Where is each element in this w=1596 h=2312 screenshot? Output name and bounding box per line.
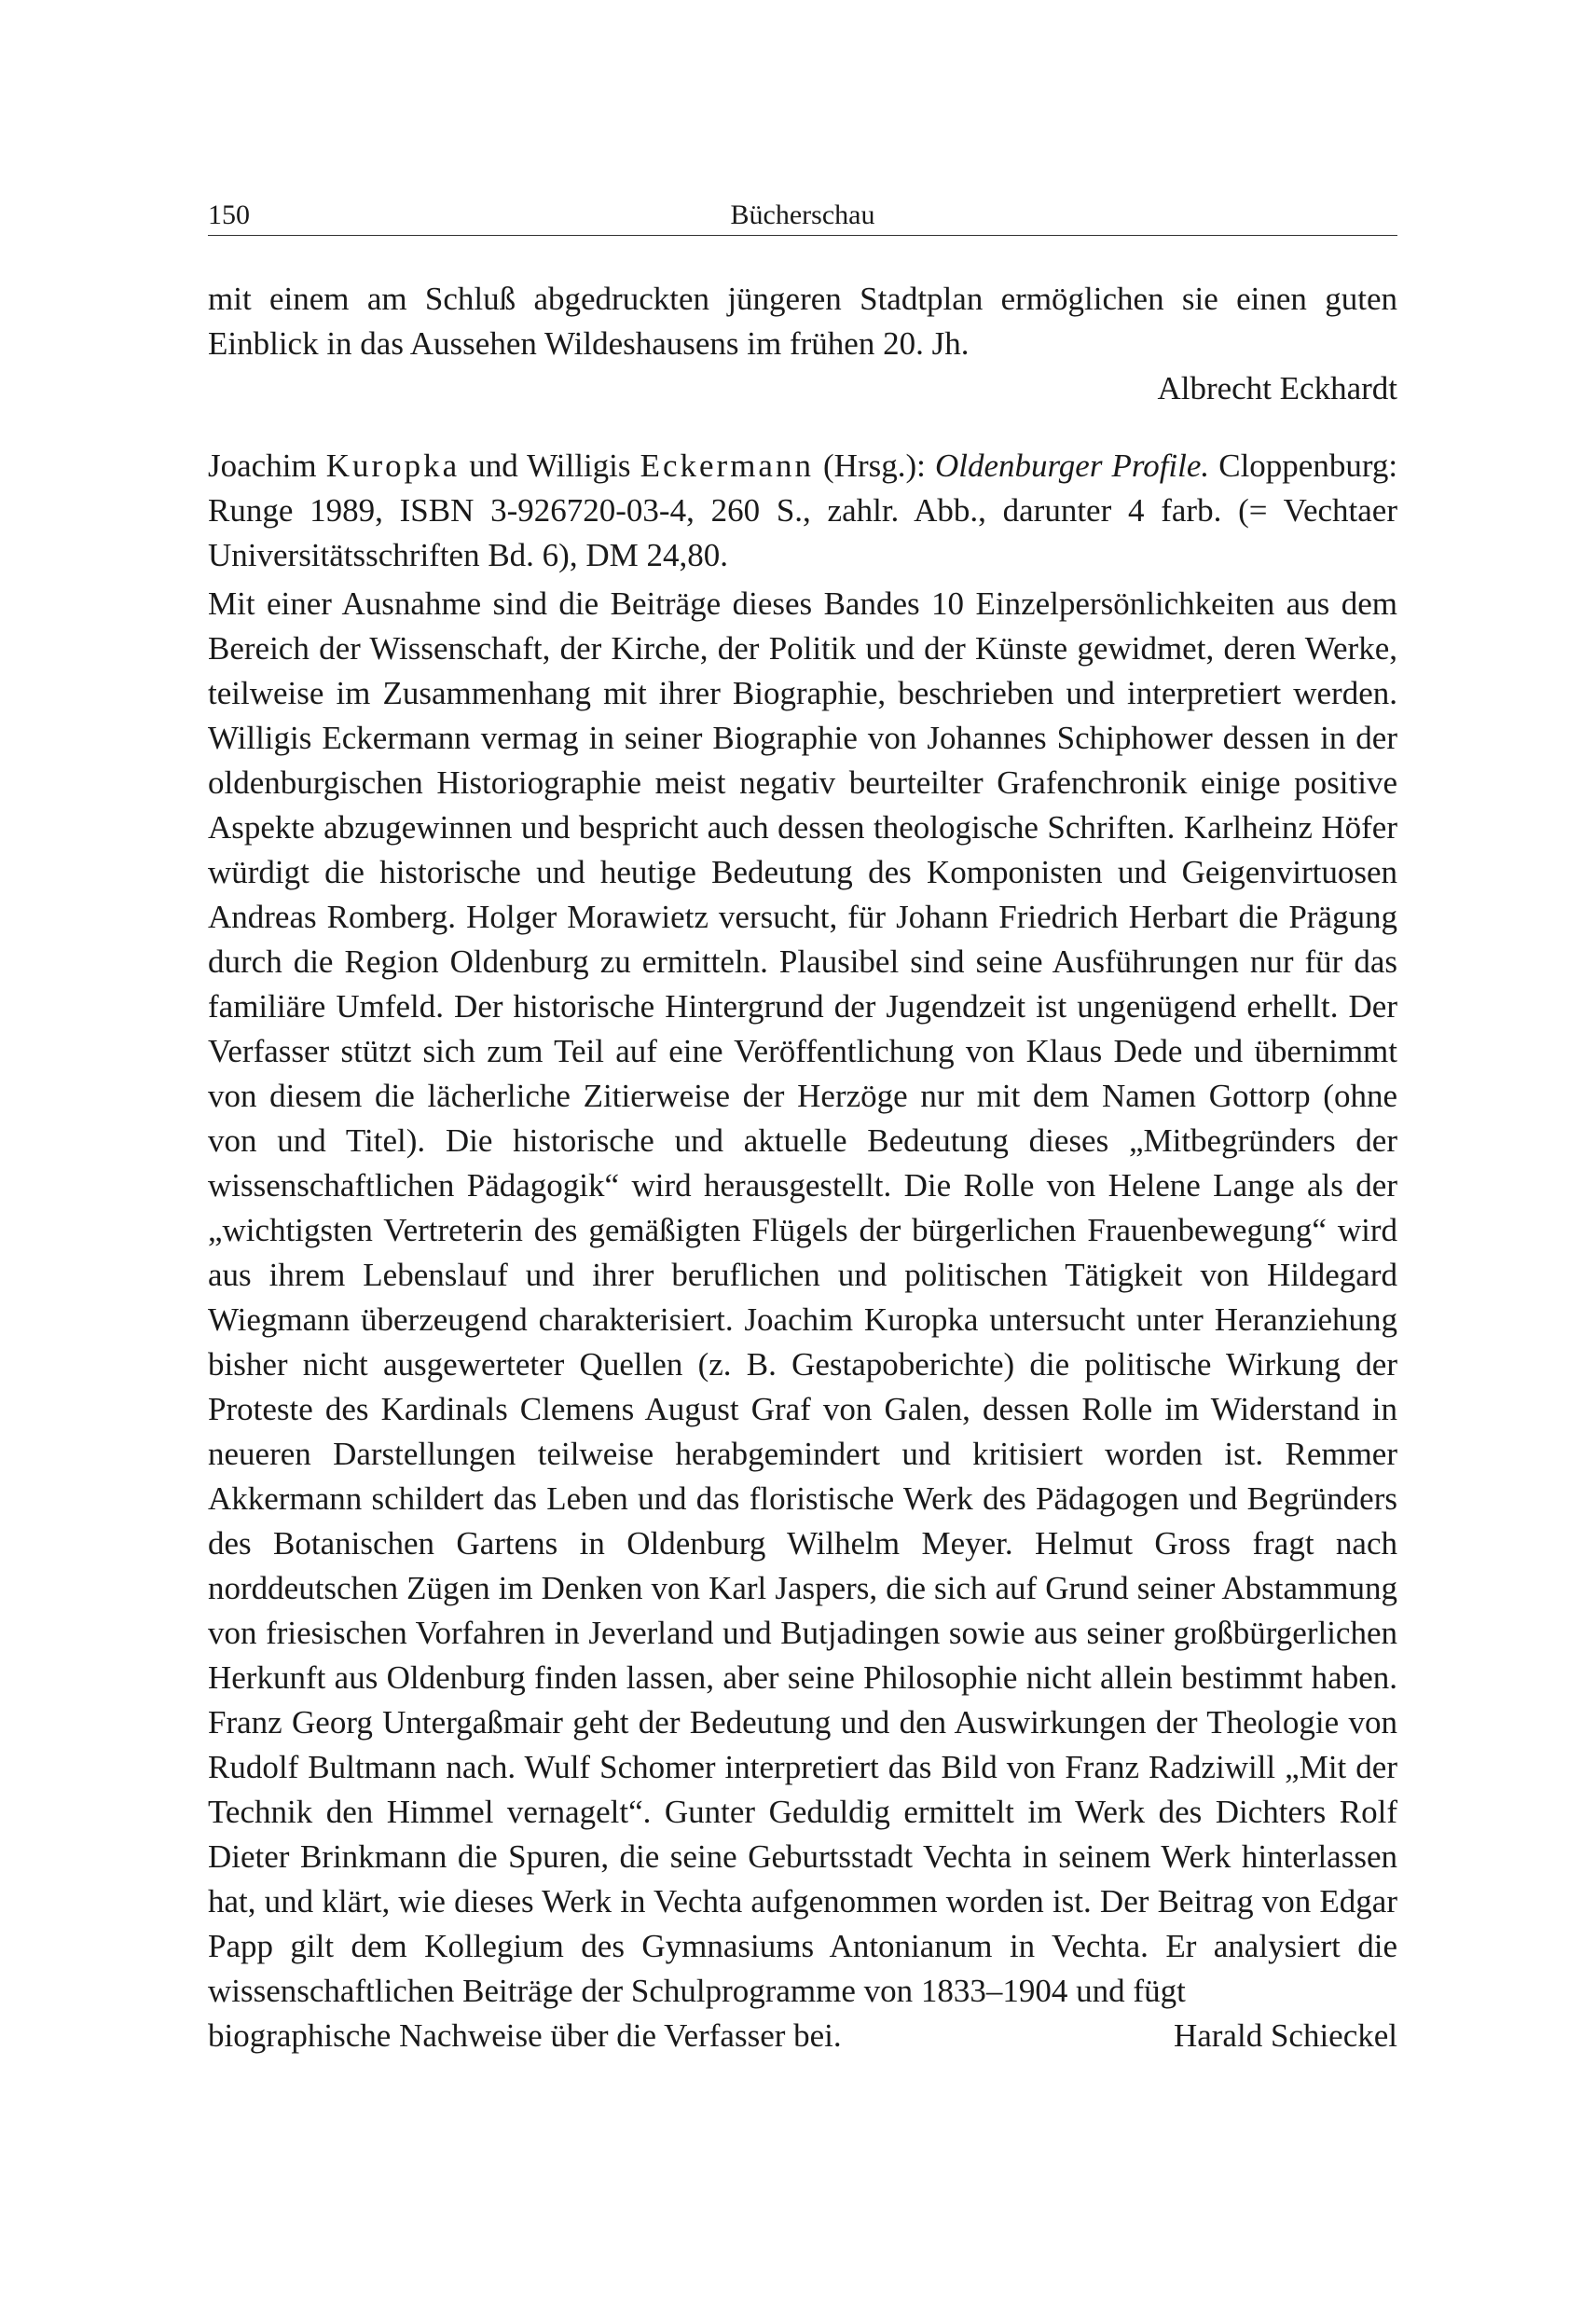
page-number: 150 [208, 200, 250, 230]
author-first-name: Willigis [527, 447, 631, 484]
review-body-last-line: biographische Nachweise über die Verfasser bei. [208, 2017, 842, 2054]
review-signature: Harald Schieckel [1173, 2017, 1397, 2054]
editor-note: (Hrsg.): [823, 447, 926, 484]
author-surname: Eckermann [640, 447, 814, 484]
bibliographic-citation [208, 444, 1397, 578]
author-surname: Kuropka [325, 447, 461, 484]
review-continuation [208, 277, 1397, 411]
book-title: Oldenburger Profile. [934, 447, 1210, 484]
publication-details: Cloppenburg: Runge 1989, ISBN 3-926720-03-4, 260 S., zahlr. Abb., darunter 4 farb. (= Vechtaer Universitätsschriften Bd. 6), DM 24,80. [208, 447, 1398, 573]
review-continuation-text: mit einem am Schluß abgedruckten jüngeren Stadtplan ermöglichen sie einen guten Einblick in das Aussehen Wildeshausens im frühen 20. Jh. [208, 281, 1397, 362]
review-entry [208, 444, 1397, 2058]
review-body: Mit einer Ausnahme sind die Beiträge dieses Bandes 10 Einzelpersönlichkeiten aus dem Bereich der Wissenschaft, der Kirche, der Politik und der Künste gewidmet, deren Werke, teilweise im Zusammenhang mit ihrer Biographie, beschrieben und interpretiert werden. Willigis Eckermann vermag in seiner Biographie von Johannes Schiphower dessen in der oldenburgischen Historiographie meist negativ beurteilter Grafenchronik einige positive Aspekte abzugewinnen und bespricht auch dessen theologische Schriften. Karlheinz Höfer würdigt die historische und heutige Bedeutung des Komponisten und Geigenvirtuosen Andreas Romberg. Holger Morawietz versucht, für Johann Friedrich Herbart die Prägung durch die Region Oldenburg zu ermitteln. Plausibel sind seine Ausführungen nur für das familiäre Umfeld. Der historische Hintergrund der Jugendzeit ist ungenügend erhellt. Der Verfasser stützt sich zum Teil auf eine Veröffentlichung von Klaus Dede und übernimmt von diesem die lächerliche Zitierweise der Herzöge nur mit dem Namen Gottorp (ohne von und Titel). Die historische und aktuelle Bedeutung dieses „Mitbegründers der wissenschaftlichen Pädagogik“ wird herausgestellt. Die Rolle von Helene Lange als der „wichtigsten Vertreterin des gemäßigten Flügels der bürgerlichen Frauenbewegung“ wird aus ihrem Lebenslauf und ihrer beruflichen und politischen Tätigkeit von Hildegard Wiegmann überzeugend charakterisiert. Joachim Kuropka untersucht unter Heranziehung bisher nicht ausgewerteter Quellen (z. B. Gestapoberichte) die politische Wirkung der Proteste des Kardinals Clemens August Graf von Galen, dessen Rolle im Widerstand in neueren Darstellungen teilweise herabgemindert und kritisiert worden ist. Remmer Akkermann schildert das Leben und das floristische Werk des Pädagogen und Begründers des Botanischen Gartens in Oldenburg Wilhelm Meyer. Helmut Gross fragt nach norddeutschen Zügen im Denken von Karl Jaspers, die sich auf Grund seiner Abstammung von friesischen Vorfahren in Jeverland und Butjadingen sowie aus seiner großbürgerlichen Herkunft aus Oldenburg finden lassen, aber seine Philosophie nicht allein bestimmt haben. Franz Georg Untergaßmair geht der Bedeutung und den Auswirkungen der Theologie von Rudolf Bultmann nach. Wulf Schomer interpretiert das Bild von Franz Radziwill „Mit der Technik den Himmel vernagelt“. Gunter Geduldig ermittelt im Werk des Dichters Rolf Dieter Brinkmann die Spuren, die seine Geburtsstadt Vechta in seinem Werk hinterlassen hat, und klärt, wie dieses Werk in Vechta aufgenommen worden ist. Der Beitrag von Edgar Papp gilt dem Kollegium des Gymnasiums Antonianum in Vechta. Er analysiert die wissenschaftlichen Beiträge der Schulprogramme von 1833–1904 und fügt [208, 585, 1397, 2009]
review-signature: Albrecht Eckhardt [1157, 370, 1397, 406]
running-header [208, 194, 1397, 236]
citation-connector: und [469, 447, 518, 484]
author-first-name: Joachim [208, 447, 317, 484]
review-closing-line [208, 2014, 1397, 2058]
running-title: Bücherschau [730, 200, 875, 230]
